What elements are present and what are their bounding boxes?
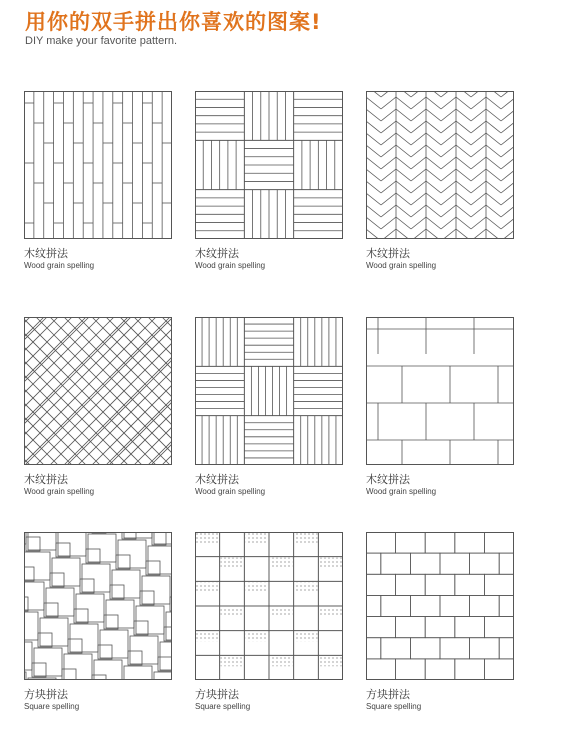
basket-weave-pattern-image [195, 91, 343, 239]
staggered-plank-pattern-image [24, 91, 172, 239]
pattern-card-basket-weave [195, 91, 343, 271]
pattern-card-staggered-planks [24, 91, 172, 271]
pattern-name-cn: 木纹拼法 [24, 247, 68, 260]
parquet-block-pattern-image [195, 317, 343, 465]
pattern-name-en: Square spelling [366, 702, 422, 711]
pattern-card-grid-blocks [366, 317, 514, 497]
herringbone-pattern-image [366, 91, 514, 239]
pinwheel-square-pattern-image [24, 532, 172, 680]
pattern-name-en: Wood grain spelling [24, 261, 95, 270]
pattern-name-cn: 木纹拼法 [366, 247, 410, 260]
pattern-name-cn: 方块拼法 [24, 688, 68, 701]
pattern-name-en: Wood grain spelling [366, 261, 437, 270]
pattern-card-parquet-blocks [195, 317, 343, 497]
pattern-card-pinwheel-squares [24, 532, 172, 712]
page-subtitle: DIY make your favorite pattern. [25, 35, 178, 47]
pattern-name-cn: 木纹拼法 [195, 473, 239, 486]
pattern-name-cn: 木纹拼法 [366, 473, 410, 486]
pattern-name-en: Square spelling [195, 702, 251, 711]
pattern-name-en: Wood grain spelling [195, 261, 266, 270]
pattern-card-diagonal-weave [24, 317, 172, 497]
pattern-card-brick-squares [366, 532, 514, 712]
pattern-name-en: Wood grain spelling [366, 487, 437, 496]
pattern-name-en: Square spelling [24, 702, 80, 711]
pattern-card-herringbone [366, 91, 514, 271]
checker-square-pattern-image [195, 532, 343, 680]
pattern-name-cn: 木纹拼法 [24, 473, 68, 486]
pattern-name-cn: 木纹拼法 [195, 247, 239, 260]
pattern-name-en: Wood grain spelling [195, 487, 266, 496]
grid-block-pattern-image [366, 317, 514, 465]
pattern-name-cn: 方块拼法 [366, 688, 410, 701]
diagonal-weave-pattern-image [24, 317, 172, 465]
pattern-card-checker-squares [195, 532, 343, 712]
page-title: 用你的双手拼出你喜欢的图案! [25, 10, 322, 34]
pattern-name-en: Wood grain spelling [24, 487, 95, 496]
pattern-name-cn: 方块拼法 [195, 688, 239, 701]
brick-square-pattern-image [366, 532, 514, 680]
